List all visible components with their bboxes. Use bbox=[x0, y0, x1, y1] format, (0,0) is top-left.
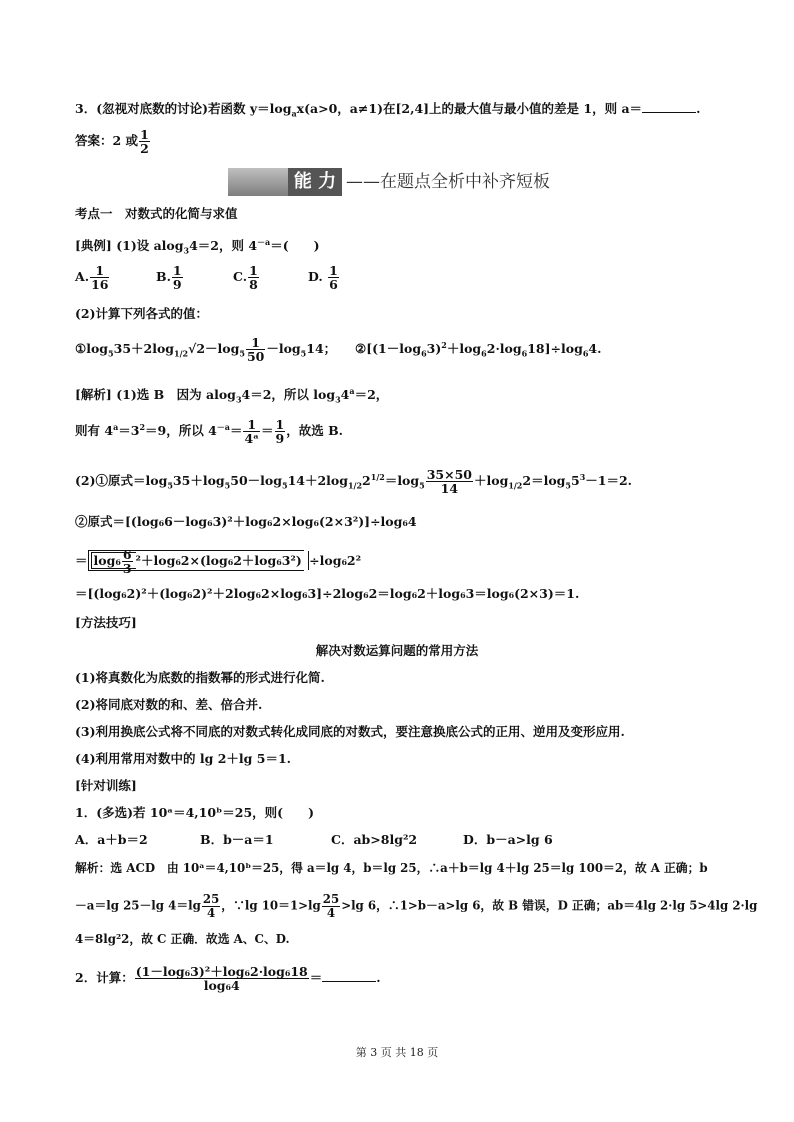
fraction: $\frac{1}{50}$ bbox=[246, 335, 265, 364]
training-option-b: B．b－a＝1 bbox=[200, 832, 274, 847]
page-footer: 第 3 页 共 18 页 bbox=[355, 1046, 439, 1059]
training-label: [针对训练] bbox=[75, 778, 137, 793]
question-3: 3．(忽视对底数的讨论)若函数 $y=\log_ax(a>0$，a≠1)在[2,4]上的最大值与最小值的差是 1，则 a＝ . bbox=[75, 101, 701, 119]
training-option-c: C．ab>8lg²2 bbox=[331, 832, 418, 847]
training-q1: 1．(多选)若 10ᵃ＝4,10ᵇ＝25，则( ) bbox=[75, 805, 314, 820]
bracket-inner: log₆ $\frac{6}{3}$ bbox=[91, 552, 136, 569]
part-2: (2)计算下列各式的值： bbox=[75, 306, 209, 321]
example-question: [典例] (1)设 alog$_3$4＝2，则 $4^{-a}=$( ) bbox=[75, 237, 320, 256]
method-item: (1)将真数化为底数的指数幂的形式进行化简. bbox=[75, 670, 325, 685]
solution-1-cont: 则有 $4^a=3^2=9$，所以 $4^{-a}=$ $\frac{1}{\text{4ᵃ}}$ ＝ $\frac{1}{9}$ ，故选 B. bbox=[75, 417, 344, 447]
option-d: D. $\frac{1}{6}$ bbox=[308, 263, 338, 292]
solution-1: [解析] (1)选 B 因为 alog$_3$4＝2，所以 $\log_34^a=2$， bbox=[75, 386, 389, 405]
fraction: $\frac{25}{4}$ bbox=[202, 892, 220, 920]
expression-1: $①\log_535+2\log_{1/2}√2-\log_5$ $\frac{1}{50}$ $-\log_514$； bbox=[75, 335, 337, 364]
option-b: B. $\frac{1}{9}$ bbox=[156, 263, 182, 292]
training-answer-line1: 解析：选 ACD 由 10ᵃ＝4,10ᵇ＝25，得 a＝lg 4，b＝lg 25，∴a＋b＝lg 4＋lg 25＝lg 100＝2，故 A 正确；b bbox=[75, 861, 708, 875]
solution-3: ②原式＝[(log₆6－log₆3)²＋log₆2×log₆(2×3²)]÷log₆4 bbox=[75, 514, 417, 529]
expression-2: $②[(1-\log_63)^2+\log_62\cdot\log_618]\div\log_64$. bbox=[355, 340, 602, 359]
fraction: $\frac{35\times 50}{14}$ bbox=[426, 467, 472, 497]
banner-subtitle: ——在题点全析中补齐短板 bbox=[346, 172, 550, 192]
banner-bar bbox=[228, 168, 288, 196]
fraction: $\frac{6}{3}$ bbox=[122, 547, 132, 576]
method-title: 解决对数运算问题的常用方法 bbox=[315, 643, 479, 658]
training-option-d: D．b－a>lg 6 bbox=[463, 832, 553, 847]
answer-blank bbox=[642, 100, 696, 113]
fraction: $\frac{1}{9}$ bbox=[172, 263, 182, 292]
fraction: $\frac{1}{\text{4ᵃ}}$ bbox=[244, 417, 260, 447]
answer-blank bbox=[322, 969, 376, 982]
fraction: $\frac{1}{16}$ bbox=[91, 263, 109, 292]
fraction: $\frac{1}{9}$ bbox=[275, 417, 285, 447]
method-item: (4)利用常用对数中的 lg 2＋lg 5＝1. bbox=[75, 751, 292, 766]
method-label: [方法技巧] bbox=[75, 615, 137, 630]
section-banner bbox=[228, 168, 568, 196]
solution-5: ＝[(log₆2)²＋(log₆2)²＋2log₆2×log₆3]÷2log₆2＝log₆2＋log₆3＝log₆(2×3)＝1. bbox=[75, 586, 580, 601]
answer-3: 答案：2 或 $\frac{1}{2}$ bbox=[75, 127, 149, 156]
option-c: C. $\frac{1}{8}$ bbox=[233, 263, 258, 292]
fraction: $\frac{1}{8}$ bbox=[249, 263, 258, 292]
option-a: A. $\frac{1}{16}$ bbox=[75, 263, 109, 292]
solution-2: (2)①原式$=\log_535+\log_550-\log_514+2\log_{1/2}2^{1/2}=\log_5$ $\frac{35\times 50}{14}$ $+\log_{1/2}2=\log_55^3-1=2$. bbox=[75, 467, 633, 497]
banner-tag: 能 力 bbox=[288, 168, 342, 196]
training-q2: 2．计算： $\frac{\text{(1－log₆3)²＋log₆2·log₆18}}{\text{log₆4}}$ ＝ . bbox=[75, 964, 381, 993]
method-item: (2)将同底对数的和、差、倍合并. bbox=[75, 697, 263, 712]
fraction: $\frac{25}{4}$ bbox=[322, 892, 340, 920]
fraction: $\frac{\text{(1－log₆3)²＋log₆2·log₆18}}{\text{log₆4}}$ bbox=[135, 964, 308, 993]
training-answer-line3: 4＝8lg²2，故 C 正确．故选 A、C、D. bbox=[75, 932, 290, 946]
method-item: (3)利用换底公式将不同底的对数式转化成同底的对数式，要注意换底公式的正用、逆用及变形应用. bbox=[75, 724, 625, 739]
fraction: $\frac{1}{2}$ bbox=[140, 127, 149, 156]
training-option-a: A．a＋b＝2 bbox=[75, 832, 148, 847]
bracket: log₆ $\frac{6}{3}$ ²＋log₆2×(log₆2＋log₆3²) bbox=[88, 550, 304, 571]
fraction: $\frac{1}{6}$ bbox=[329, 263, 338, 292]
solution-4: ＝ log₆ $\frac{6}{3}$ ²＋log₆2×(log₆2＋log₆3²) ÷log₆2² bbox=[75, 547, 362, 576]
training-answer-line2: －a＝lg 25－lg 4＝lg $\frac{25}{4}$ ，∵lg 10＝1>lg $\frac{25}{4}$ >lg 6，∴1>b－a>lg 6，故 B 错误，D 正确；ab＝4lg 2·lg 5>4lg 2·lg bbox=[75, 892, 758, 920]
topic-heading: 考点一 对数式的化简与求值 bbox=[75, 206, 238, 221]
